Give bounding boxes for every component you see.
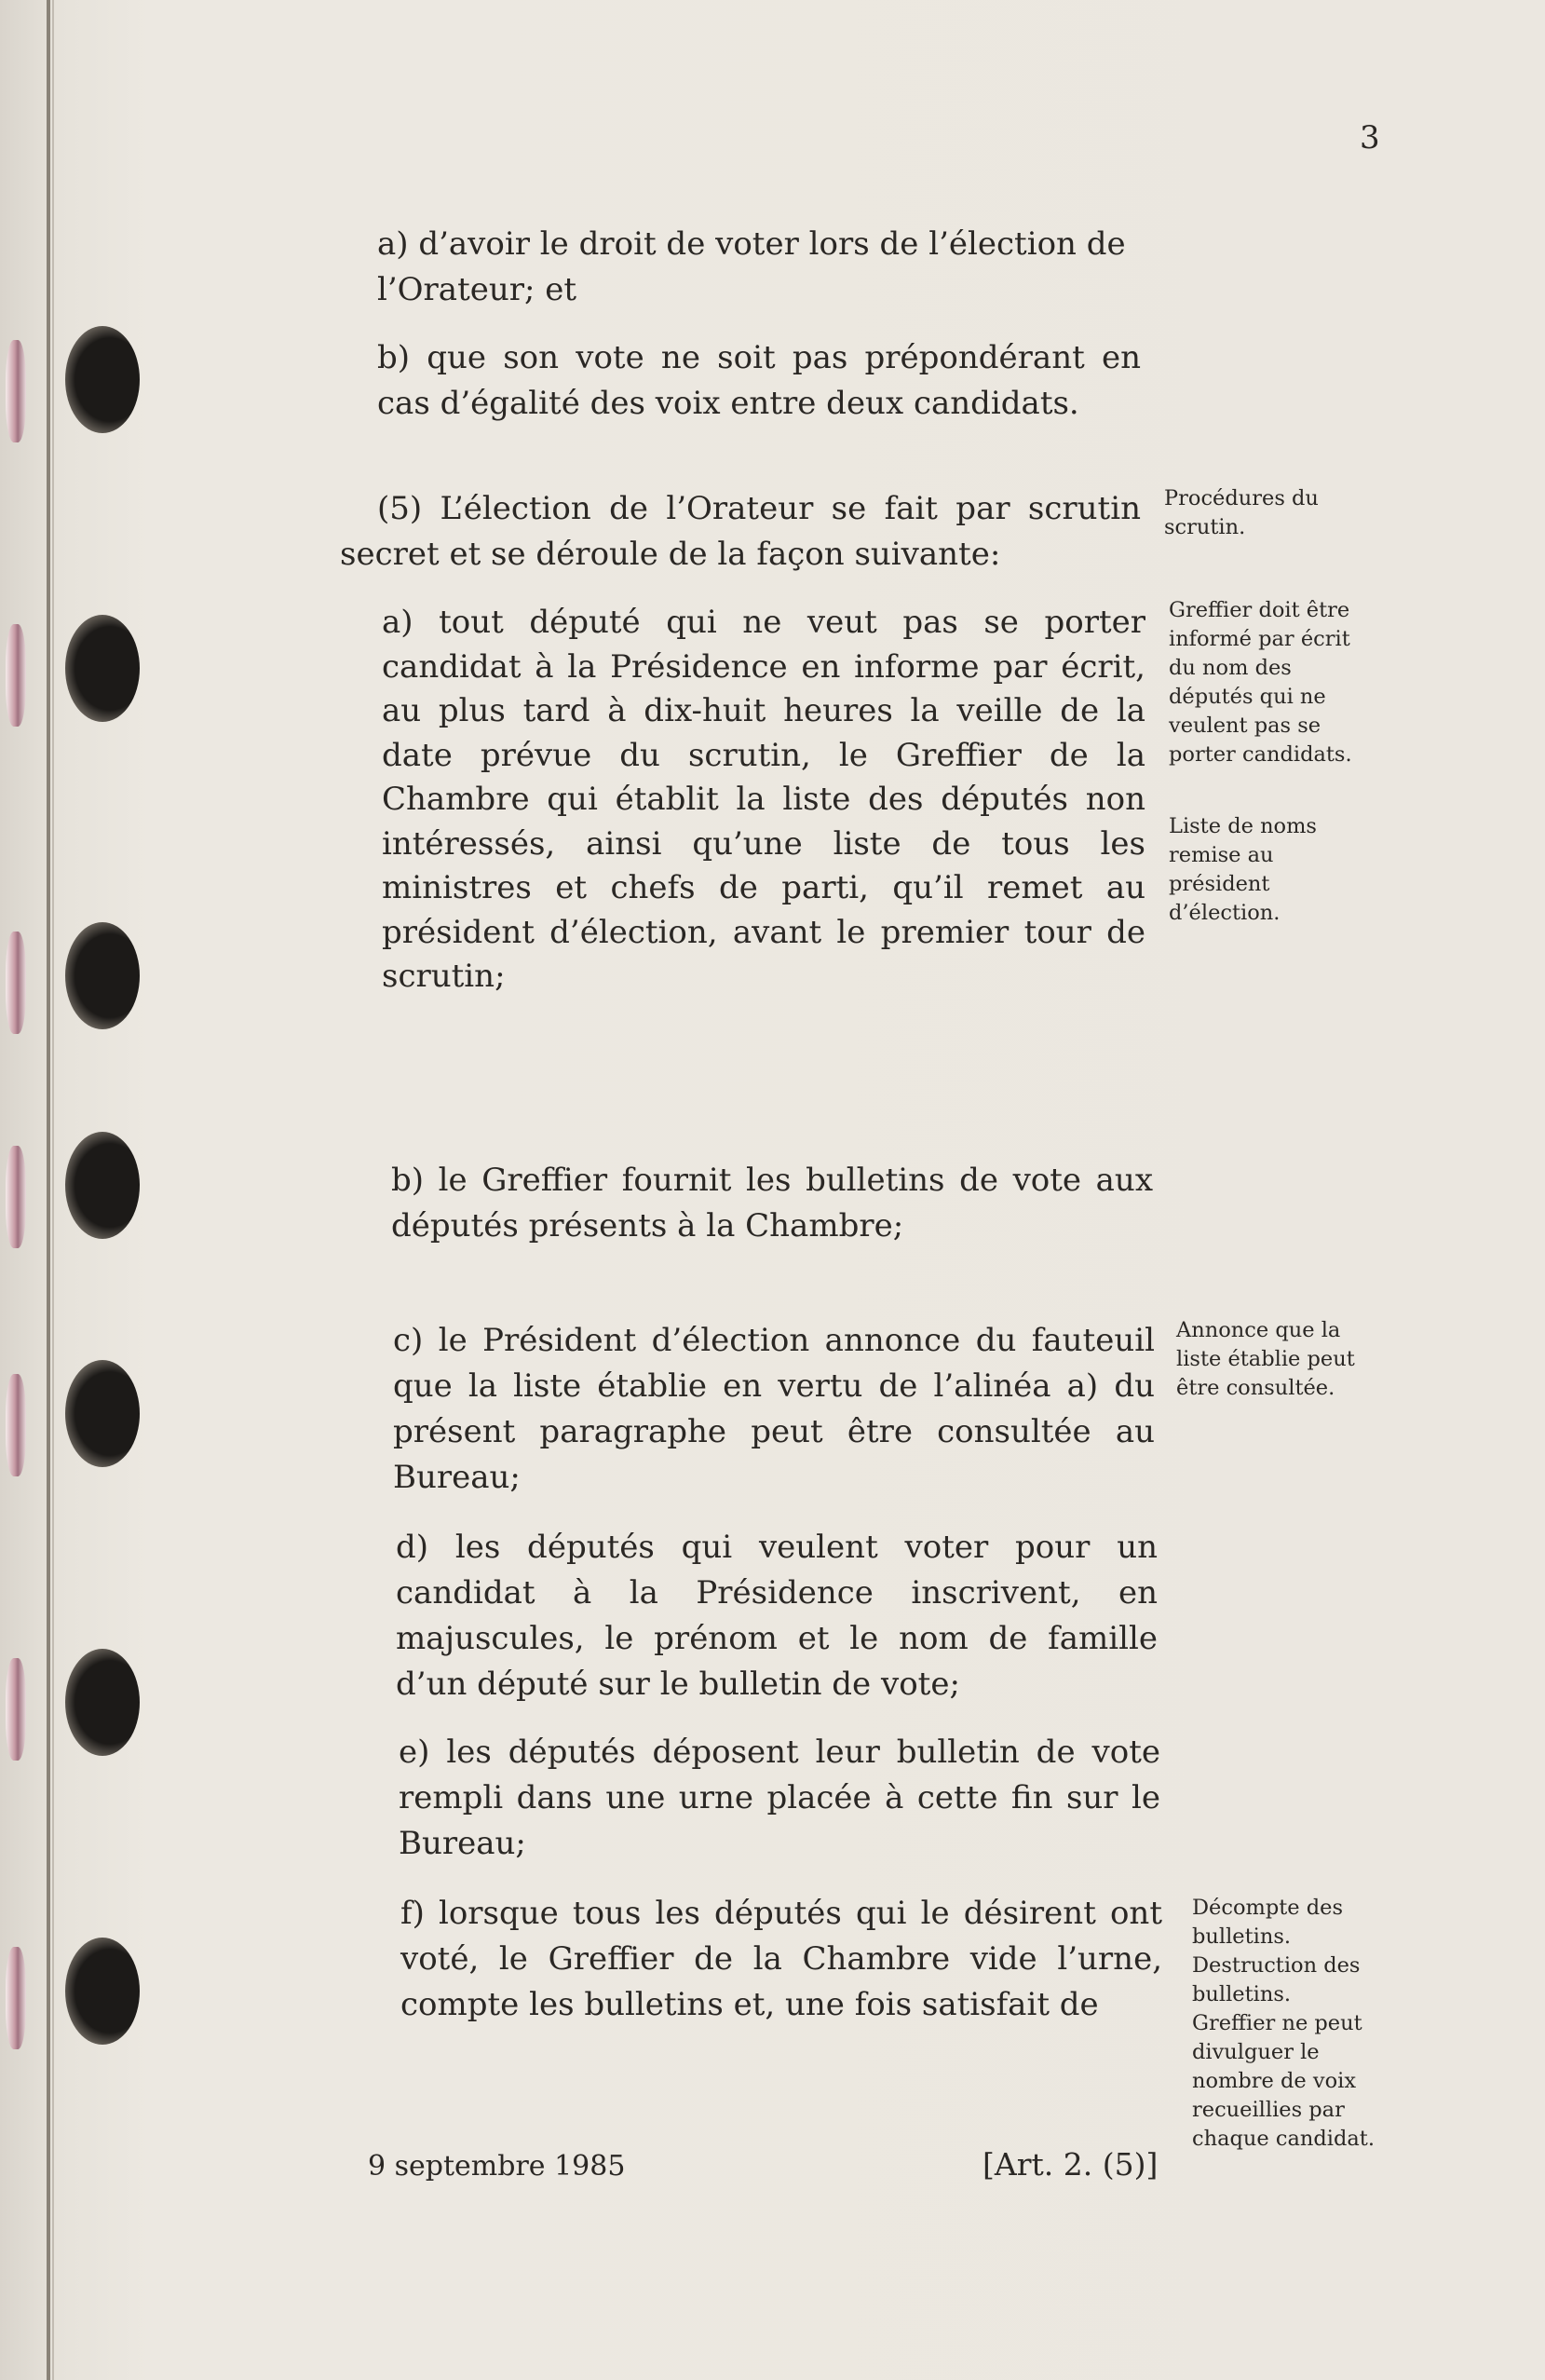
binder-ring-tab — [6, 624, 26, 727]
binding-edge — [47, 0, 50, 2380]
footer-article-reference: [Art. 2. (5)] — [983, 2146, 1159, 2183]
paragraph-a-orateur: a) d’avoir le droit de voter lors de l’élection de l’Orateur; et — [377, 225, 1126, 308]
punch-hole — [65, 615, 140, 722]
binder-ring-tab — [6, 1374, 26, 1476]
paragraph-e-urne: e) les députés déposent leur bulletin de vote rempli dans une urne placée à cette fin sur le Bureau; — [399, 1734, 1160, 1862]
punch-hole — [65, 922, 140, 1029]
paragraph-b-bulletins: b) le Greffier fournit les bulletins de vote aux députés présents à la Chambre; — [391, 1162, 1153, 1244]
paragraph-5-election: (5) L’élection de l’Orateur se fait par scrutin secret et se déroule de la façon suivante: — [340, 490, 1141, 573]
page-number: 3 — [1360, 119, 1380, 156]
punch-hole — [65, 1649, 140, 1756]
paragraph-d-inscription: d) les députés qui veulent voter pour un candidat à la Présidence inscrivent, en majuscules, le prénom et le nom de famille d’un député sur le bulletin de vote; — [396, 1529, 1158, 1703]
punch-hole — [65, 1360, 140, 1467]
margin-note-annonce: Annonce que la liste établie peut être consultée. — [1176, 1318, 1355, 1400]
punch-hole — [65, 1938, 140, 2045]
binder-ring-tab — [6, 1658, 26, 1761]
binding-edge-highlight — [52, 0, 54, 2380]
punch-hole — [65, 326, 140, 433]
punch-hole — [65, 1132, 140, 1239]
binder-ring-tab — [6, 1947, 26, 2049]
margin-note-decompte: Décompte des bulletins. Destruction des bulletins. Greffier ne peut divulguer le nombre de voix recueillies par chaque candidat. — [1192, 1896, 1375, 2151]
binder-ring-tab — [6, 932, 26, 1034]
paragraph-f-decompte: f) lorsque tous les députés qui le désirent ont voté, le Greffier de la Chambre vide l’urne, compte les bulletins et, une fois satisfait de — [400, 1895, 1162, 2023]
paragraph-c-annonce: c) le Président d’élection annonce du fauteuil que la liste établie en vertu de l’alinéa a) du présent paragraphe peut être consultée au Bureau; — [393, 1322, 1155, 1496]
binder-ring-tab — [6, 340, 26, 442]
footer-date: 9 septembre 1985 — [368, 2150, 626, 2183]
margin-note-liste: Liste de noms remise au président d’élection. — [1169, 814, 1317, 925]
paragraph-a-depute: a) tout député qui ne veut pas se porter candidat à la Présidence en informe par écrit, au plus tard à dix-huit heures la veille de la date prévue du scrutin, le Greffier de la Chambre qui établit la liste des députés non intéressés, ainsi qu’une liste de tous les ministres et chefs de parti, qu’il remet au président d’élection, avant le premier tour de scrutin; — [382, 604, 1145, 995]
margin-note-procedures: Procédures du scrutin. — [1164, 486, 1319, 539]
paragraph-b-vote: b) que son vote ne soit pas prépondérant en cas d’égalité des voix entre deux candidats. — [377, 339, 1141, 422]
margin-note-greffier: Greffier doit être informé par écrit du nom des députés qui ne veulent pas se porter candidats. — [1169, 598, 1352, 767]
binder-ring-tab — [6, 1146, 26, 1248]
